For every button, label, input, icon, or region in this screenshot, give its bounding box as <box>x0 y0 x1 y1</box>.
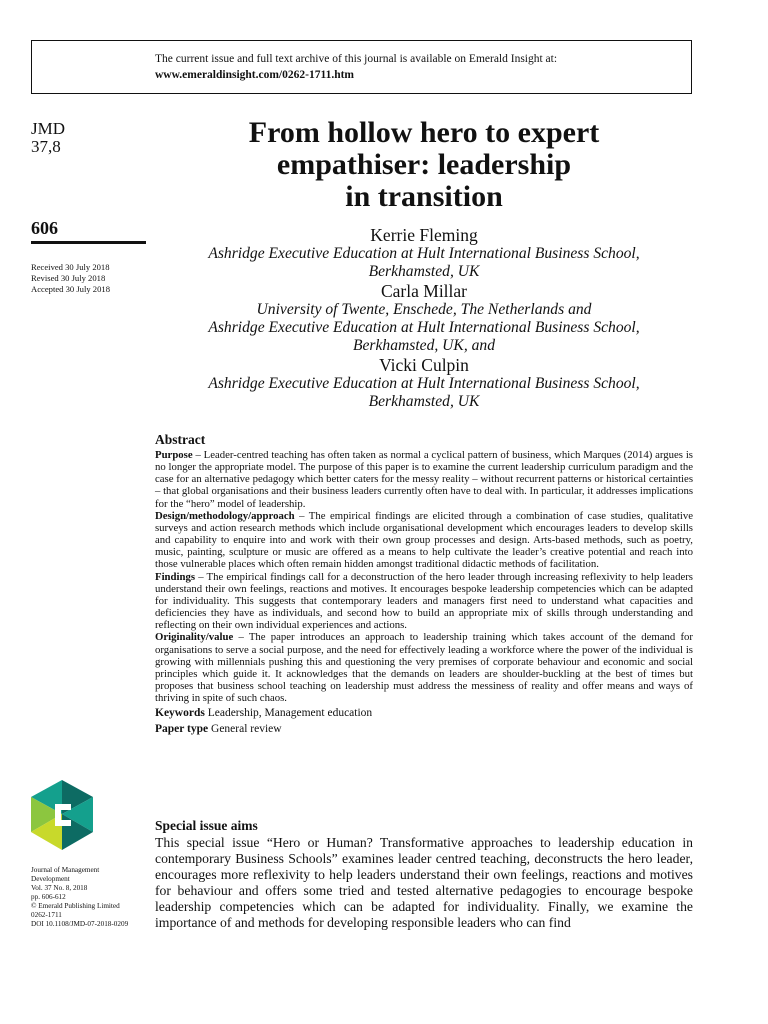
paper-type <box>155 722 693 736</box>
journal-abbr-text: JMD <box>31 119 66 138</box>
paper-type-label: Paper type <box>155 723 209 736</box>
title-line: in transition <box>345 180 503 213</box>
doi-link[interactable]: DOI 10.1108/JMD-07-2018-0209 <box>31 920 129 928</box>
special-issue-section <box>155 818 693 931</box>
journal-url-link[interactable]: www.emeraldinsight.com/0262-1711.htm <box>155 69 355 81</box>
section-label: Findings <box>155 570 196 583</box>
author-name: Vicki Culpin <box>379 355 469 375</box>
author-affiliation: University of Twente, Enschede, The Netherlands and <box>256 301 592 318</box>
keywords-text: Leadership, Management education <box>204 707 373 720</box>
author-affiliation: Ashridge Executive Education at Hult International Business School, <box>208 375 640 392</box>
page-number-rule <box>31 241 146 244</box>
journal-info-line: Development <box>31 875 70 883</box>
author-name: Carla Millar <box>380 281 467 301</box>
journal-abbreviation <box>31 120 65 156</box>
journal-info-line: pp. 606-612 <box>31 893 66 901</box>
journal-citation-info <box>31 866 151 929</box>
journal-info-line: Journal of Management <box>31 866 100 874</box>
abstract-purpose <box>155 449 693 510</box>
abstract <box>155 432 693 736</box>
revised-date: Revised 30 July 2018 <box>31 273 106 283</box>
author-affiliation: Berkhamsted, UK, and <box>352 337 496 354</box>
title-line: From hollow hero to expert <box>248 116 600 149</box>
author-affiliation: Ashridge Executive Education at Hult International Business School, <box>208 245 640 262</box>
title-line: empathiser: leadership <box>276 148 572 181</box>
author-affiliation: Berkhamsted, UK <box>368 263 480 280</box>
paper-type-text: General review <box>208 723 282 736</box>
section-label: Originality/value <box>155 631 234 644</box>
abstract-heading: Abstract <box>155 432 206 447</box>
journal-info-line: © Emerald Publishing Limited <box>31 902 120 910</box>
abstract-findings <box>155 571 693 632</box>
journal-availability-box <box>31 40 692 94</box>
availability-text: The current issue and full text archive of this journal is available on Emerald Insight at: <box>155 53 558 65</box>
section-text: – The empirical findings are elicited through a combination of case studies, qualitative surveys and action research methods which include organisational development which encourages leaders to develop skills and capability to enquire into and work with their own group processes and design. Arts-based methods, such as poetry, music, painting, sculpture or music are offered as a means to help cultivate the leader’s creative potential and reach into those vulnerable places which often remain hidden amongst traditional didactic methods of facilitation. <box>155 509 693 571</box>
volume-issue: 37,8 <box>31 137 61 156</box>
author-affiliation: Ashridge Executive Education at Hult International Business School, <box>208 319 640 336</box>
section-text: – The empirical findings call for a deconstruction of the hero leader through increasing reflexivity to help leaders understand their own feelings, reactions and motives. It encourages bespoke leadership competencies which can be adapted for individuality. This suggests that contemporary leaders and managers first need to understand what capacities and deficiencies they have as individuals, and second how to build an appropriate mix of skills through understanding and reflecting on their own individual experiences and actions. <box>155 570 693 632</box>
journal-info-line: 0262-1711 <box>31 911 62 919</box>
author-list <box>170 225 678 411</box>
page-number: 606 <box>31 218 58 238</box>
section-text: – Leader-centred teaching has often taken as normal a cyclical pattern of business, which Marques (2014) argues is no longer the appropriate model. The purpose of this paper is to examine the current leadership curriculum paradigm and the case for an alternative pedagogy which better caters for the messy reality – without recurrent patterns or historical certainties – that global organisations and their business leaders currently often have to deal with. In particular, it addresses implications for the “hero” model of leadership. <box>155 449 693 510</box>
received-date: Received 30 July 2018 <box>31 262 110 272</box>
journal-info-line: Vol. 37 No. 8, 2018 <box>31 884 88 892</box>
special-issue-heading: Special issue aims <box>155 818 258 833</box>
article-title <box>170 117 678 213</box>
keywords <box>155 706 693 720</box>
author-name: Kerrie Fleming <box>370 225 478 245</box>
keywords-label: Keywords <box>155 707 205 720</box>
special-issue-text: This special issue “Hero or Human? Transformative approaches to leadership education in contemporary Business Schools” examines leader centred teaching, deconstructs the hero leader, encourages more reflexivity to help leaders understand their own feelings, reactions and motives for behaviour and offers some tried and tested alternative pedagogies to encourage bespoke leadership competencies which can be adapted for individuality. Finally, we examine the importance of and methods for developing responsible leaders who can find <box>155 835 693 930</box>
publisher-logo-icon <box>31 780 93 850</box>
section-text: – The paper introduces an approach to leadership training which takes account of the demand for organisations to serve a social purpose, and the need for effectively leading a workforce where the power of the individual is growing with millennials pushing this and questioning the very premises of corporate behaviour and economic and social principles which guide it. It acknowledges that the demands on leaders are shoulder-buckling at the best of times but proposes that business school teaching on leadership must address the messiness of reality and offer means and ways of thriving in spite of such chaos. <box>155 631 693 705</box>
abstract-originality <box>155 631 693 704</box>
accepted-date: Accepted 30 July 2018 <box>31 284 110 294</box>
author-affiliation: Berkhamsted, UK <box>368 393 480 410</box>
section-label: Purpose <box>155 449 193 461</box>
abstract-design <box>155 510 693 571</box>
section-label: Design/methodology/approach <box>155 509 295 522</box>
article-dates <box>31 262 110 295</box>
